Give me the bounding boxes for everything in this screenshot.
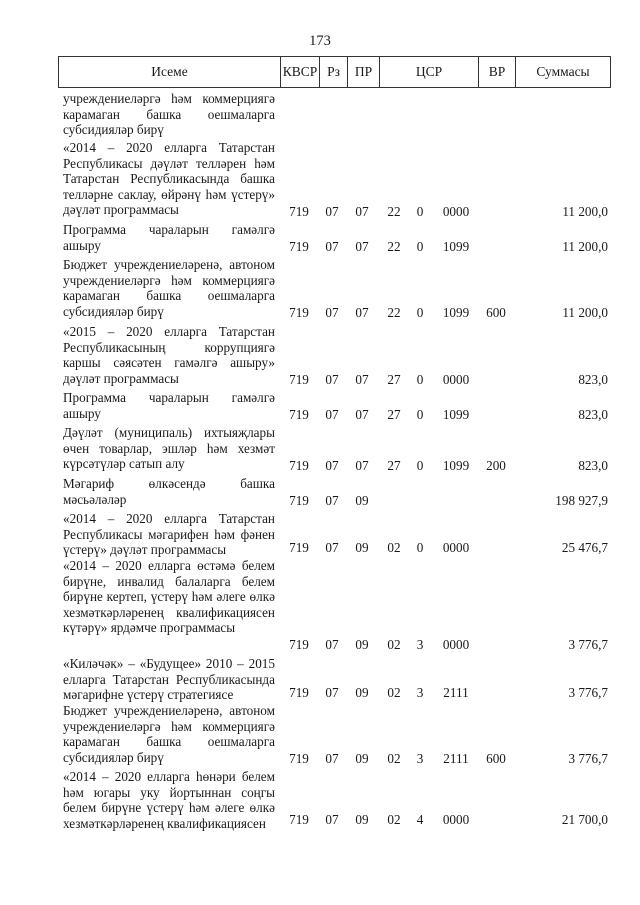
row-rz: 07 — [325, 239, 339, 254]
row-sum: 823,0 — [578, 372, 608, 387]
row-csr3: 1099 — [442, 407, 470, 422]
row-csr3: 2111 — [443, 685, 469, 700]
row-csr3: 0000 — [442, 372, 470, 387]
row-rz: 07 — [325, 751, 339, 766]
row-rz: 07 — [325, 812, 339, 827]
table-row — [0, 511, 640, 557]
row-rz: 07 — [325, 637, 339, 652]
row-pr: 07 — [355, 239, 369, 254]
row-pr: 09 — [355, 637, 369, 652]
row-rz: 07 — [325, 305, 339, 320]
row-kvsr: 719 — [289, 458, 309, 473]
row-name: Бюджет учреждениеләренә, автоном учреждениеләргә һәм коммерциягә карамаган башка оешмаларга субсидияләр бирү — [63, 257, 275, 319]
row-name: «Киләчәк» – «Будущее» 2010 – 2015 елларга Татарстан Республикасында мәгарифне үстерү стратегиясе — [63, 656, 275, 703]
row-csr3: 0000 — [442, 812, 470, 827]
row-kvsr: 719 — [289, 407, 309, 422]
row-pr: 07 — [355, 407, 369, 422]
row-pr: 07 — [355, 372, 369, 387]
row-pr: 09 — [355, 685, 369, 700]
row-csr2: 0 — [416, 239, 424, 254]
header-sum: Суммасы — [536, 64, 590, 79]
page-number: 173 — [309, 33, 331, 49]
row-vr: 600 — [486, 305, 506, 320]
table-row — [0, 425, 640, 475]
row-csr2: 0 — [416, 305, 424, 320]
row-name: «2014 – 2020 елларга өстәмә белем бирүне, инвалид балаларга белем бирүне кертеп, үстерү һәм әлеге өлкә хезмәткәрләренең квалификациясен күтәрү» ярдәмче программасы — [63, 558, 275, 636]
row-csr1: 02 — [387, 637, 401, 652]
row-csr2: 0 — [416, 458, 424, 473]
row-csr2: 0 — [416, 540, 424, 555]
row-kvsr: 719 — [289, 305, 309, 320]
row-sum: 11 200,0 — [562, 305, 608, 320]
row-rz: 07 — [325, 493, 339, 508]
table-row — [0, 140, 640, 221]
row-sum: 198 927,9 — [555, 493, 608, 508]
row-sum: 11 200,0 — [562, 239, 608, 254]
row-rz: 07 — [325, 540, 339, 555]
row-csr1: 22 — [387, 204, 401, 219]
row-rz: 07 — [325, 685, 339, 700]
row-kvsr: 719 — [289, 637, 309, 652]
table-header — [58, 56, 611, 88]
row-csr3: 2111 — [443, 751, 469, 766]
table-row — [0, 703, 640, 768]
table-row — [0, 558, 640, 654]
row-pr: 09 — [355, 812, 369, 827]
row-csr1: 02 — [387, 540, 401, 555]
row-sum: 25 476,7 — [561, 540, 608, 555]
table-row — [0, 324, 640, 389]
header-rz: Рз — [327, 64, 340, 79]
row-rz: 07 — [325, 204, 339, 219]
row-name: «2014 – 2020 елларга Татарстан Республикасы дәүләт телләрен һәм Татарстан Республикасында башка телләрне саклау, өйрәнү һәм үстерү» дәүләт программасы — [63, 140, 275, 218]
row-csr3: 0000 — [442, 540, 470, 555]
row-pr: 09 — [355, 540, 369, 555]
row-csr1: 22 — [387, 305, 401, 320]
row-pr: 07 — [355, 458, 369, 473]
row-vr: 200 — [486, 458, 506, 473]
table-row — [0, 222, 640, 256]
header-csr: ЦСР — [415, 64, 443, 79]
header-kvsr: КВСР — [282, 64, 318, 79]
row-pr: 09 — [355, 751, 369, 766]
row-csr1: 02 — [387, 812, 401, 827]
row-name: учреждениеләргә һәм коммерциягә карамаган башка оешмаларга субсидияләр бирү — [63, 91, 275, 138]
row-csr1: 27 — [387, 458, 401, 473]
row-sum: 21 700,0 — [561, 812, 608, 827]
row-sum: 3 776,7 — [568, 685, 608, 700]
header-name: Исеме — [151, 64, 188, 79]
table-row — [0, 656, 640, 702]
row-kvsr: 719 — [289, 751, 309, 766]
row-kvsr: 719 — [289, 812, 309, 827]
row-sum: 823,0 — [578, 458, 608, 473]
row-csr2: 4 — [416, 812, 424, 827]
row-rz: 07 — [325, 372, 339, 387]
row-csr1: 02 — [387, 751, 401, 766]
table-row — [0, 476, 640, 510]
row-csr3: 1099 — [442, 458, 470, 473]
row-name: Бюджет учреждениеләренә, автоном учреждениеләргә һәм коммерциягә карамаган башка оешмаларга субсидияләр бирү — [63, 703, 275, 765]
row-csr2: 3 — [416, 685, 424, 700]
row-kvsr: 719 — [289, 685, 309, 700]
row-name: «2014 – 2020 елларга һөнәри белем һәм югары уку йортыннан соңгы белем бирүне үстерү һәм әлеге өлкә хезмәткәрләренең квалификациясен — [63, 769, 275, 831]
row-kvsr: 719 — [289, 540, 309, 555]
table-row — [0, 91, 640, 138]
row-csr2: 0 — [416, 204, 424, 219]
row-pr: 09 — [355, 493, 369, 508]
row-name: Дәүләт (муниципаль) ихтыяҗлары өчен товарлар, эшләр һәм хезмәт күрсәтүләр сатып алу — [63, 425, 275, 472]
row-rz: 07 — [325, 458, 339, 473]
row-kvsr: 719 — [289, 204, 309, 219]
row-name: «2015 – 2020 елларга Татарстан Республикасының коррупциягә каршы сәясәтен гамәлгә ашыру» дәүләт программасы — [63, 324, 275, 386]
row-csr2: 0 — [416, 372, 424, 387]
row-csr2: 3 — [416, 751, 424, 766]
header-vr: ВР — [488, 64, 506, 79]
table-row — [0, 769, 640, 829]
row-csr3: 1099 — [442, 305, 470, 320]
row-csr1: 02 — [387, 685, 401, 700]
table-row — [0, 390, 640, 424]
row-name: «2014 – 2020 елларга Татарстан Республикасы мәгарифен һәм фәнен үстерү» дәүләт программасы — [63, 511, 275, 558]
row-csr2: 3 — [416, 637, 424, 652]
row-sum: 3 776,7 — [568, 751, 608, 766]
row-kvsr: 719 — [289, 372, 309, 387]
row-pr: 07 — [355, 204, 369, 219]
row-vr: 600 — [486, 751, 506, 766]
row-csr1: 22 — [387, 239, 401, 254]
row-sum: 823,0 — [578, 407, 608, 422]
row-csr1: 27 — [387, 372, 401, 387]
row-name: Программа чараларын гамәлгә ашыру — [63, 390, 275, 421]
row-rz: 07 — [325, 407, 339, 422]
row-csr3: 1099 — [442, 239, 470, 254]
row-kvsr: 719 — [289, 493, 309, 508]
table-row — [0, 257, 640, 322]
row-csr1: 27 — [387, 407, 401, 422]
row-pr: 07 — [355, 305, 369, 320]
row-sum: 3 776,7 — [568, 637, 608, 652]
row-csr3: 0000 — [442, 204, 470, 219]
row-csr2: 0 — [416, 407, 424, 422]
row-name: Мәгариф өлкәсендә башка мәсьәләләр — [63, 476, 275, 507]
row-kvsr: 719 — [289, 239, 309, 254]
row-name: Программа чараларын гамәлгә ашыру — [63, 222, 275, 253]
row-sum: 11 200,0 — [562, 204, 608, 219]
row-csr3: 0000 — [442, 637, 470, 652]
header-pr: ПР — [354, 64, 373, 79]
